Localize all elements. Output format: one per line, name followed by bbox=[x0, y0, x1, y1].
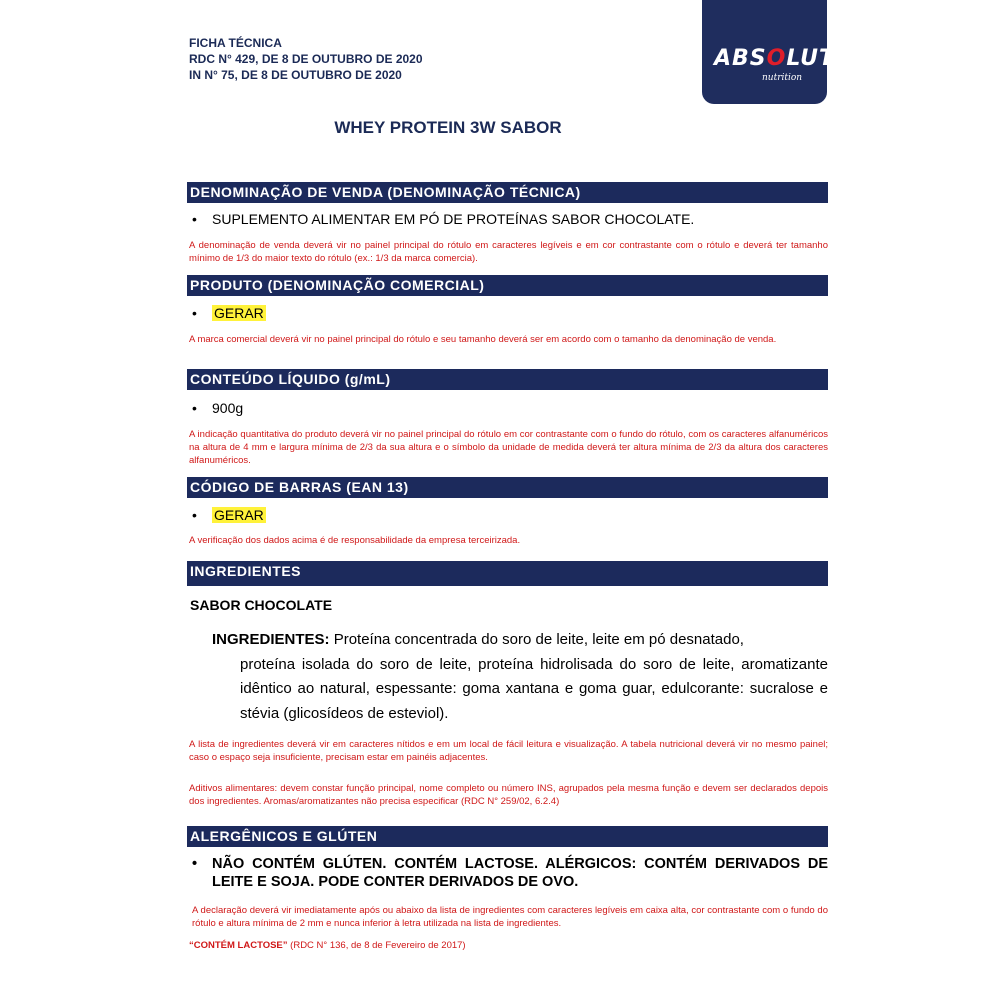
section-heading-conteudo: CONTEÚDO LÍQUIDO (g/mL) bbox=[187, 369, 828, 390]
note-produto: A marca comercial deverá vir no painel principal do rótulo e seu tamanho deverá ser em acordo com o tamanho da denominação de venda. bbox=[189, 334, 777, 345]
header-line-in: IN N° 75, DE 8 DE OUTUBRO DE 2020 bbox=[189, 68, 402, 82]
logo-wordmark: ABSOLUT bbox=[714, 46, 836, 71]
brand-logo bbox=[702, 0, 836, 104]
section-heading-denominacao: DENOMINAÇÃO DE VENDA (DENOMINAÇÃO TÉCNICA) bbox=[187, 182, 828, 203]
section-heading-ingredientes: INGREDIENTES bbox=[187, 561, 828, 586]
note-alergenicos: A declaração deverá vir imediatamente após ou abaixo da lista de ingredientes com caracteres legíveis em caixa alta, cor contrastante com o fundo do rótulo e altura mínima de 2 mm e nunca inferior à letra utilizada na lista de ingredientes. bbox=[192, 905, 828, 929]
bullet-conteudo: • 900g bbox=[192, 400, 244, 416]
note-codigo: A verificação dos dados acima é de responsabilidade da empresa terceirizada. bbox=[189, 535, 521, 546]
note-ingredientes: A lista de ingredientes deverá vir em caracteres nítidos e em um local de fácil leitura e visualização. A tabela nutricional deverá vir no mesmo painel; caso o espaço seja insuficiente, precisam estar em painéis adjacentes. bbox=[189, 739, 828, 763]
bullet-produto: • GERAR bbox=[192, 305, 264, 321]
document-header bbox=[189, 35, 423, 83]
page-title: WHEY PROTEIN 3W SABOR bbox=[334, 118, 562, 137]
logo-tagline: nutrition bbox=[762, 73, 803, 83]
bullet-codigo: • GERAR bbox=[192, 507, 264, 523]
bullet-denominacao: • SUPLEMENTO ALIMENTAR EM PÓ DE PROTEÍNAS SABOR CHOCOLATE. bbox=[192, 211, 695, 227]
section-heading-codigo: CÓDIGO DE BARRAS (EAN 13) bbox=[187, 477, 828, 498]
header-line-ficha: FICHA TÉCNICA bbox=[189, 36, 282, 50]
note-conteudo: A indicação quantitativa do produto deverá vir no painel principal do rótulo em cor contrastante com o fundo do rótulo, com os caracteres alfanuméricos na altura de 4 mm e largura mínima de 2/3 da sua altura e o símbolo da unidade de medida deverá ter altura mínima de 2/3 da altura dos caracteres alfanuméricos. bbox=[189, 429, 828, 466]
header-line-rdc: RDC N° 429, DE 8 DE OUTUBRO DE 2020 bbox=[189, 52, 423, 66]
section-heading-produto: PRODUTO (DENOMINAÇÃO COMERCIAL) bbox=[187, 275, 828, 296]
bullet-alergenicos: • NÃO CONTÉM GLÚTEN. CONTÉM LACTOSE. ALÉRGICOS: CONTÉM DERIVADOS DE LEITE E SOJA. PODE CONTER DERIVADOS DE OVO. bbox=[192, 856, 828, 890]
note-aditivos: Aditivos alimentares: devem constar função principal, nome completo ou número INS, agrupados pela mesma função e devem ser declarados depois dos ingredientes. Aromas/aromatizantes não precisa especificar (RDC N° 259/02, 6.2.4) bbox=[189, 783, 828, 807]
note-denominacao: A denominação de venda deverá vir no painel principal do rótulo em caracteres legíveis e em cor contrastante com o rótulo e deverá ter tamanho mínimo de 1/3 do maior texto do rótulo (ex.: 1/3 da marca comercia). bbox=[189, 240, 828, 264]
section-heading-alergenicos: ALERGÊNICOS E GLÚTEN bbox=[187, 826, 828, 847]
lactose-reference: “CONTÉM LACTOSE” (RDC N° 136, de 8 de Fevereiro de 2017) bbox=[189, 940, 466, 951]
flavor-subheading: SABOR CHOCOLATE bbox=[190, 597, 333, 613]
ingredients-list: INGREDIENTES: Proteína concentrada do soro de leite, leite em pó desnatado, proteína isolada do soro de leite, proteína hidrolisada do soro de leite, aromatizante idêntico ao natural, espessante: goma xantana e goma guar, edulcorante: sucralose e stévia (glicosídeos de esteviol). bbox=[212, 631, 828, 722]
